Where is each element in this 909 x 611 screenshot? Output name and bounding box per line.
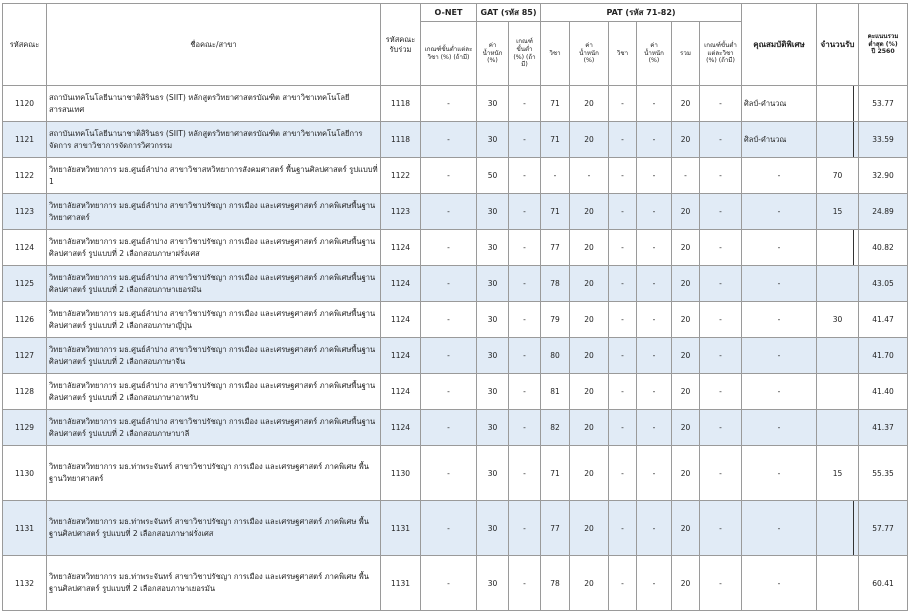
cell-pat-min: - <box>700 266 742 302</box>
cell-onet-min: - <box>421 230 477 266</box>
cell-quota <box>817 122 859 158</box>
cell-pat2: - <box>609 158 637 194</box>
cell-pat1: 78 <box>541 556 570 611</box>
cell-pat1-w: 20 <box>570 410 609 446</box>
cell-name: วิทยาลัยสหวิทยาการ มธ.ศูนย์ลำปาง สาขาวิชาปรัชญา การเมือง และเศรษฐศาสตร์ ภาคพิเศษพื้นฐานศิลปศาสตร์ รูปแบบที่ 2 เลือกสอบภาษาจีน <box>47 338 381 374</box>
header-pat2-weight: ค่า น้ำหนัก (%) <box>637 22 672 86</box>
cell-onet-min: - <box>421 158 477 194</box>
cell-code: 1127 <box>3 338 47 374</box>
cell-pat-min: - <box>700 374 742 410</box>
table-row <box>3 556 908 611</box>
cell-quota: 15 <box>817 194 859 230</box>
cell-total: 20 <box>672 122 700 158</box>
header-onet-min: เกณฑ์ขั้นต่ำแต่ละวิชา (%) (ถ้ามี) <box>421 22 477 86</box>
cell-pat2: - <box>609 194 637 230</box>
cell-pat-min: - <box>700 338 742 374</box>
cell-pat-min: - <box>700 230 742 266</box>
cell-pat-min: - <box>700 122 742 158</box>
cell-pat1: 71 <box>541 86 570 122</box>
cell-gat-min: - <box>509 374 541 410</box>
cell-pat-min: - <box>700 158 742 194</box>
cell-onet-min: - <box>421 556 477 611</box>
table-row <box>3 338 908 374</box>
cell-total: 20 <box>672 86 700 122</box>
cell-special: - <box>742 158 817 194</box>
cell-name: วิทยาลัยสหวิทยาการ มธ.ศูนย์ลำปาง สาขาวิชาปรัชญา การเมือง และเศรษฐศาสตร์ ภาคพิเศษพื้นฐานศิลปศาสตร์ รูปแบบที่ 2 เลือกสอบภาษาฝรั่งเศส <box>47 230 381 266</box>
cell-pat2: - <box>609 302 637 338</box>
cell-pat1: 77 <box>541 230 570 266</box>
cell-combined: 1118 <box>381 122 421 158</box>
cell-pat2: - <box>609 556 637 611</box>
cell-name: วิทยาลัยสหวิทยาการ มธ.ศูนย์ลำปาง สาขาวิชาปรัชญา การเมือง และเศรษฐศาสตร์ ภาคพิเศษพื้นฐานศิลปศาสตร์ รูปแบบที่ 2 เลือกสอบภาษาญี่ปุ่น <box>47 302 381 338</box>
cell-combined: 1122 <box>381 158 421 194</box>
cell-total: 20 <box>672 410 700 446</box>
cell-pat1: 80 <box>541 338 570 374</box>
cell-pat1: 78 <box>541 266 570 302</box>
cell-special: - <box>742 374 817 410</box>
cell-pat1-w: - <box>570 158 609 194</box>
cell-gat-w: 30 <box>477 338 509 374</box>
header-onet: O-NET <box>421 4 477 22</box>
group-bracket <box>850 122 854 158</box>
header-pat1-subject: วิชา <box>541 22 570 86</box>
cell-quota <box>817 501 859 556</box>
cell-combined: 1118 <box>381 86 421 122</box>
header-special: คุณสมบัติพิเศษ <box>742 4 817 86</box>
cell-quota <box>817 338 859 374</box>
cell-code: 1122 <box>3 158 47 194</box>
cell-total: 20 <box>672 266 700 302</box>
cell-gat-w: 30 <box>477 501 509 556</box>
cell-gat-min: - <box>509 158 541 194</box>
cell-pat1: 79 <box>541 302 570 338</box>
cell-pat2-w: - <box>637 446 672 501</box>
cell-name: สถาบันเทคโนโลยีนานาชาติสิรินธร (SIIT) หลักสูตรวิทยาศาสตรบัณฑิต สาขาวิชาเทคโนโลยีสารสนเทศ <box>47 86 381 122</box>
cell-gat-w: 30 <box>477 122 509 158</box>
cell-quota <box>817 230 859 266</box>
cell-code: 1123 <box>3 194 47 230</box>
cell-combined: 1124 <box>381 302 421 338</box>
cell-pat1: - <box>541 158 570 194</box>
cell-name: วิทยาลัยสหวิทยาการ มธ.ท่าพระจันทร์ สาขาวิชาปรัชญา การเมือง และเศรษฐศาสตร์ ภาคพิเศษ พื้นฐานวิทยาศาสตร์ <box>47 446 381 501</box>
cell-pat2-w: - <box>637 410 672 446</box>
cell-gat-w: 30 <box>477 446 509 501</box>
cell-gat-min: - <box>509 501 541 556</box>
cell-pat1-w: 20 <box>570 338 609 374</box>
cell-pat2-w: - <box>637 230 672 266</box>
cell-gat-min: - <box>509 86 541 122</box>
cell-quota: 30 <box>817 302 859 338</box>
cell-pat2-w: - <box>637 302 672 338</box>
cell-pat2: - <box>609 410 637 446</box>
cell-code: 1129 <box>3 410 47 446</box>
cell-quota <box>817 266 859 302</box>
cell-pat2-w: - <box>637 338 672 374</box>
cell-pat1-w: 20 <box>570 194 609 230</box>
cell-gat-min: - <box>509 302 541 338</box>
cell-pat2-w: - <box>637 194 672 230</box>
cell-pat-min: - <box>700 194 742 230</box>
cell-gat-w: 30 <box>477 302 509 338</box>
cell-pat2-w: - <box>637 158 672 194</box>
cell-quota <box>817 374 859 410</box>
cell-special: - <box>742 501 817 556</box>
cell-combined: 1124 <box>381 410 421 446</box>
table-row <box>3 194 908 230</box>
cell-special: - <box>742 266 817 302</box>
header-pat-min: เกณฑ์ขั้นต่ำแต่ละวิชา (%) (ถ้ามี) <box>700 22 742 86</box>
table-row <box>3 501 908 556</box>
header-pat: PAT (รหัส 71-82) <box>541 4 742 22</box>
cell-pat2-w: - <box>637 374 672 410</box>
cell-combined: 1124 <box>381 374 421 410</box>
header-pat1-weight: ค่า น้ำหนัก (%) <box>570 22 609 86</box>
cell-pat2: - <box>609 374 637 410</box>
cell-total: 20 <box>672 338 700 374</box>
cell-pat1-w: 20 <box>570 302 609 338</box>
cell-pat1-w: 20 <box>570 122 609 158</box>
header-pat2-subject: วิชา <box>609 22 637 86</box>
cell-code: 1126 <box>3 302 47 338</box>
cell-pat-min: - <box>700 302 742 338</box>
cell-special: - <box>742 556 817 611</box>
cell-pat2: - <box>609 122 637 158</box>
cell-total: 20 <box>672 501 700 556</box>
cell-pat1: 71 <box>541 446 570 501</box>
cell-name: วิทยาลัยสหวิทยาการ มธ.ศูนย์ลำปาง สาขาวิชาปรัชญา การเมือง และเศรษฐศาสตร์ ภาคพิเศษพื้นฐานศิลปศาสตร์ รูปแบบที่ 2 เลือกสอบภาษาอาหรับ <box>47 374 381 410</box>
cell-total: 20 <box>672 446 700 501</box>
cell-pat2: - <box>609 338 637 374</box>
cell-pat1-w: 20 <box>570 230 609 266</box>
cell-pat1-w: 20 <box>570 446 609 501</box>
cell-quota: 70 <box>817 158 859 194</box>
cell-pat2: - <box>609 86 637 122</box>
cell-total: 20 <box>672 556 700 611</box>
table-row <box>3 86 908 122</box>
header-pat-total: รวม <box>672 22 700 86</box>
cell-onet-min: - <box>421 338 477 374</box>
cell-special: - <box>742 410 817 446</box>
cell-pat2: - <box>609 230 637 266</box>
cell-gat-w: 30 <box>477 374 509 410</box>
cell-pat-min: - <box>700 556 742 611</box>
table-row <box>3 158 908 194</box>
cell-pat2: - <box>609 266 637 302</box>
cell-score: 41.47 <box>859 302 908 338</box>
cell-quota <box>817 556 859 611</box>
cell-special: - <box>742 230 817 266</box>
cell-name: วิทยาลัยสหวิทยาการ มธ.ท่าพระจันทร์ สาขาวิชาปรัชญา การเมือง และเศรษฐศาสตร์ ภาคพิเศษ พื้นฐานศิลปศาสตร์ รูปแบบที่ 2 เลือกสอบภาษาเยอรมัน <box>47 556 381 611</box>
cell-pat-min: - <box>700 410 742 446</box>
cell-score: 55.35 <box>859 446 908 501</box>
cell-onet-min: - <box>421 410 477 446</box>
cell-gat-min: - <box>509 446 541 501</box>
table-row <box>3 230 908 266</box>
cell-code: 1125 <box>3 266 47 302</box>
cell-gat-w: 30 <box>477 230 509 266</box>
cell-score: 41.37 <box>859 410 908 446</box>
cell-pat2-w: - <box>637 122 672 158</box>
cell-total: 20 <box>672 194 700 230</box>
cell-code: 1132 <box>3 556 47 611</box>
cell-code: 1121 <box>3 122 47 158</box>
cell-onet-min: - <box>421 501 477 556</box>
cell-combined: 1123 <box>381 194 421 230</box>
cell-combined: 1124 <box>381 338 421 374</box>
cell-score: 24.89 <box>859 194 908 230</box>
cell-name: วิทยาลัยสหวิทยาการ มธ.ศูนย์ลำปาง สาขาวิชาปรัชญา การเมือง และเศรษฐศาสตร์ ภาคพิเศษพื้นฐานวิทยาศาสตร์ <box>47 194 381 230</box>
cell-pat1-w: 20 <box>570 501 609 556</box>
cell-total: 20 <box>672 230 700 266</box>
cell-pat1-w: 20 <box>570 374 609 410</box>
cell-pat1: 71 <box>541 194 570 230</box>
cell-pat2-w: - <box>637 86 672 122</box>
cell-pat1: 71 <box>541 122 570 158</box>
cell-gat-w: 30 <box>477 194 509 230</box>
cell-pat1-w: 20 <box>570 556 609 611</box>
table-body <box>3 86 908 611</box>
cell-code: 1124 <box>3 230 47 266</box>
header-max-score: คะแนนรวม ต่ำสุด (%) ปี 2560 <box>859 4 908 86</box>
cell-total: 20 <box>672 302 700 338</box>
header-quota: จำนวนรับ <box>817 4 859 86</box>
cell-pat1: 82 <box>541 410 570 446</box>
cell-gat-w: 50 <box>477 158 509 194</box>
cell-onet-min: - <box>421 86 477 122</box>
cell-special: - <box>742 194 817 230</box>
cell-quota <box>817 86 859 122</box>
cell-pat-min: - <box>700 446 742 501</box>
cell-pat1: 77 <box>541 501 570 556</box>
cell-pat1-w: 20 <box>570 86 609 122</box>
cell-pat1: 81 <box>541 374 570 410</box>
cell-quota <box>817 410 859 446</box>
cell-name: สถาบันเทคโนโลยีนานาชาติสิรินธร (SIIT) หลักสูตรวิทยาศาสตรบัณฑิต สาขาวิชาเทคโนโลยีการจัดการ สาขาวิชาการจัดการวิศวกรรม <box>47 122 381 158</box>
cell-gat-w: 30 <box>477 556 509 611</box>
cell-score: 41.40 <box>859 374 908 410</box>
cell-score: 43.05 <box>859 266 908 302</box>
group-bracket <box>850 501 854 556</box>
cell-onet-min: - <box>421 302 477 338</box>
cell-pat-min: - <box>700 501 742 556</box>
cell-score: 53.77 <box>859 86 908 122</box>
cell-code: 1120 <box>3 86 47 122</box>
cell-gat-min: - <box>509 410 541 446</box>
cell-quota: 15 <box>817 446 859 501</box>
cell-combined: 1131 <box>381 556 421 611</box>
cell-total: 20 <box>672 374 700 410</box>
admission-table <box>2 3 908 611</box>
group-bracket <box>850 230 854 266</box>
cell-pat2: - <box>609 446 637 501</box>
cell-score: 60.41 <box>859 556 908 611</box>
cell-gat-min: - <box>509 194 541 230</box>
header-gat: GAT (รหัส 85) <box>477 4 541 22</box>
header-gat-weight: ค่า น้ำหนัก (%) <box>477 22 509 86</box>
cell-total: - <box>672 158 700 194</box>
table-row <box>3 410 908 446</box>
table-row <box>3 302 908 338</box>
cell-pat2-w: - <box>637 556 672 611</box>
cell-gat-min: - <box>509 122 541 158</box>
cell-name: วิทยาลัยสหวิทยาการ มธ.ท่าพระจันทร์ สาขาวิชาปรัชญา การเมือง และเศรษฐศาสตร์ ภาคพิเศษ พื้นฐานศิลปศาสตร์ รูปแบบที่ 2 เลือกสอบภาษาฝรั่งเศส <box>47 501 381 556</box>
cell-pat2-w: - <box>637 266 672 302</box>
group-bracket <box>850 86 854 122</box>
cell-onet-min: - <box>421 446 477 501</box>
cell-onet-min: - <box>421 374 477 410</box>
cell-score: 40.82 <box>859 230 908 266</box>
cell-onet-min: - <box>421 266 477 302</box>
header-combined-code: รหัสคณะ รับร่วม <box>381 4 421 86</box>
header-code: รหัสคณะ <box>3 4 47 86</box>
header-faculty: ชื่อคณะ/สาขา <box>47 4 381 86</box>
cell-code: 1130 <box>3 446 47 501</box>
cell-special: ศิลป์-คำนวณ <box>742 86 817 122</box>
cell-name: วิทยาลัยสหวิทยาการ มธ.ศูนย์ลำปาง สาขาวิชาสหวิทยาการสังคมศาสตร์ พื้นฐานศิลปศาสตร์ รูปแบบที่ 1 <box>47 158 381 194</box>
cell-code: 1131 <box>3 501 47 556</box>
cell-onet-min: - <box>421 122 477 158</box>
cell-combined: 1130 <box>381 446 421 501</box>
cell-combined: 1131 <box>381 501 421 556</box>
cell-pat2-w: - <box>637 501 672 556</box>
cell-score: 41.70 <box>859 338 908 374</box>
cell-pat-min: - <box>700 86 742 122</box>
table-row <box>3 374 908 410</box>
cell-score: 32.90 <box>859 158 908 194</box>
cell-score: 33.59 <box>859 122 908 158</box>
cell-onet-min: - <box>421 194 477 230</box>
cell-gat-min: - <box>509 556 541 611</box>
cell-gat-min: - <box>509 266 541 302</box>
cell-gat-min: - <box>509 338 541 374</box>
cell-special: - <box>742 338 817 374</box>
cell-gat-w: 30 <box>477 266 509 302</box>
cell-gat-w: 30 <box>477 86 509 122</box>
cell-gat-min: - <box>509 230 541 266</box>
cell-score: 57.77 <box>859 501 908 556</box>
cell-name: วิทยาลัยสหวิทยาการ มธ.ศูนย์ลำปาง สาขาวิชาปรัชญา การเมือง และเศรษฐศาสตร์ ภาคพิเศษพื้นฐานศิลปศาสตร์ รูปแบบที่ 2 เลือกสอบภาษาบาลี <box>47 410 381 446</box>
cell-pat1-w: 20 <box>570 266 609 302</box>
table-row <box>3 122 908 158</box>
cell-name: วิทยาลัยสหวิทยาการ มธ.ศูนย์ลำปาง สาขาวิชาปรัชญา การเมือง และเศรษฐศาสตร์ ภาคพิเศษพื้นฐานศิลปศาสตร์ รูปแบบที่ 2 เลือกสอบภาษาเยอรมัน <box>47 266 381 302</box>
cell-special: - <box>742 446 817 501</box>
cell-code: 1128 <box>3 374 47 410</box>
table-row <box>3 446 908 501</box>
cell-special: - <box>742 302 817 338</box>
cell-gat-w: 30 <box>477 410 509 446</box>
header-gat-min: เกณฑ์ ขั้นต่ำ (%) (ถ้า มี) <box>509 22 541 86</box>
table-row <box>3 266 908 302</box>
cell-pat2: - <box>609 501 637 556</box>
cell-special: ศิลป์-คำนวณ <box>742 122 817 158</box>
cell-combined: 1124 <box>381 230 421 266</box>
cell-combined: 1124 <box>381 266 421 302</box>
